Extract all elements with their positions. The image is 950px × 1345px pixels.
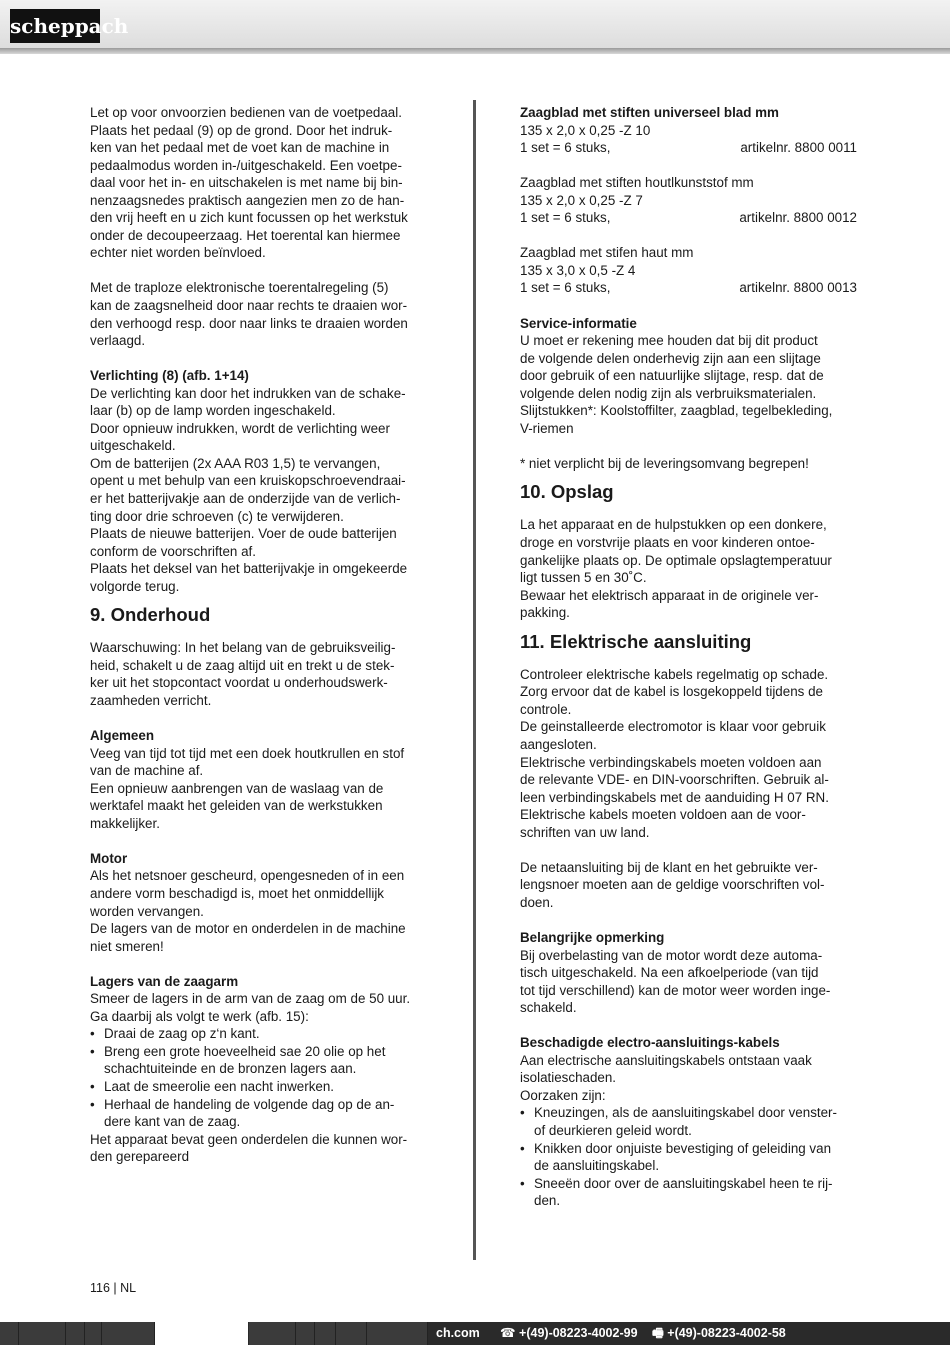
heading-zaagblad: Zaagblad met stiften universeel blad mm bbox=[520, 105, 779, 120]
paragraph-toerental bbox=[90, 279, 430, 349]
list-item-text: • Kneuzingen, als de aansluitingskabel door venster- bbox=[534, 1105, 837, 1121]
text-line: schakeld. bbox=[520, 1000, 577, 1016]
list-item-text: de aansluitingskabel. bbox=[534, 1158, 660, 1174]
text-line: La het apparaat en de hulpstukken op een donkere, bbox=[520, 517, 827, 533]
column-divider bbox=[473, 100, 476, 1260]
text-line: De geinstalleerde electromotor is klaar voor gebruik bbox=[520, 719, 826, 735]
list-item-text: • Knikken door onjuiste bevestiging of geleiding van bbox=[534, 1140, 832, 1156]
zaagblad-2-set: 1 set = 6 stuks, bbox=[520, 210, 611, 226]
text-line: verlaagd. bbox=[90, 333, 146, 349]
text-line: laar (b) op de lamp worden ingeschakeld. bbox=[90, 403, 336, 419]
heading-elektrische-aansluiting: 11. Elektrische aansluiting bbox=[520, 630, 752, 652]
zaagblad-1-article: artikelnr. 8800 0011 bbox=[740, 140, 857, 156]
text-line: De netaansluiting bij de klant en het gebruikte ver- bbox=[520, 859, 818, 875]
zaagblad-3-title: Zaagblad met stifen haut mm bbox=[520, 245, 694, 261]
heading-motor: Motor bbox=[90, 850, 128, 866]
list-item-text: • Laat de smeerolie een nacht inwerken. bbox=[104, 1078, 335, 1094]
text-line: tot tijd verschillend) kan de motor weer worden inge- bbox=[520, 982, 831, 998]
text-line: Bij overbelasting van de motor wordt deze automa- bbox=[520, 947, 823, 963]
text-line: tisch uitgeschakeld. Na een afkoelperiode (van tijd bbox=[520, 965, 819, 981]
zaagblad-3-set: 1 set = 6 stuks, bbox=[520, 280, 611, 296]
paragraph-repareren bbox=[90, 1131, 430, 1166]
zaagblad-2-dimensions: 135 x 2,0 x 0,25 -Z 7 bbox=[520, 192, 643, 208]
text-line: den vrij heeft en u zich kunt focussen op het werkstuk bbox=[90, 210, 408, 226]
text-line: gankelijke plaats op. De optimale opslagtemperatuur bbox=[520, 552, 832, 568]
list-item bbox=[90, 1043, 430, 1078]
page-footer bbox=[0, 1322, 950, 1345]
zaagblad-3-row bbox=[520, 279, 860, 297]
text-line: conform de voorschriften af. bbox=[90, 543, 256, 559]
paragraph-lagers bbox=[90, 990, 430, 1025]
page-header bbox=[0, 0, 950, 50]
text-line: leen verbindingskabels met de aanduiding H 07 RN. bbox=[520, 789, 829, 805]
text-line: Slijtstukken*: Koolstoffilter, zaagblad, tegelbekleding, bbox=[520, 403, 833, 419]
text-line: Het apparaat bevat geen onderdelen die kunnen wor- bbox=[90, 1131, 408, 1147]
text-line: pedaalmodus worden in-/uitgeschakeld. Een voetpe- bbox=[90, 157, 402, 173]
list-item-text: • Draai de zaag op z‘n kant. bbox=[104, 1026, 260, 1042]
list-item bbox=[90, 1096, 430, 1131]
text-line: Door opnieuw indrukken, wordt de verlichting weer bbox=[90, 420, 390, 436]
text-line: ting door drie schroeven (c) te verwijderen. bbox=[90, 508, 344, 524]
text-line: De lagers van de motor en onderdelen in de machine bbox=[90, 921, 406, 937]
text-line: Om de batterijen (2x AAA R03 1,5) te vervangen, bbox=[90, 455, 381, 471]
text-line: door gebruik of een natuurlijke slijtage, resp. dat de bbox=[520, 368, 824, 384]
text-line: ker uit het stopcontact voordat u onderhoudswerk- bbox=[90, 675, 388, 691]
paragraph-pedaal bbox=[90, 104, 430, 262]
paragraph-beschadigd bbox=[520, 1052, 860, 1105]
text-line: Bewaar het elektrisch apparaat in de originele ver- bbox=[520, 587, 819, 603]
text-line: er het batterijvakje aan de onderzijde van de verlich- bbox=[90, 491, 401, 507]
zaagblad-3-dimensions: 135 x 3,0 x 0,5 -Z 4 bbox=[520, 262, 636, 278]
text-line: Elektrische verbindingskabels moeten voldoen aan bbox=[520, 754, 822, 770]
zaagblad-1-row bbox=[520, 139, 860, 157]
text-line: ken van het pedaal met de voet kan de machine in bbox=[90, 140, 390, 156]
text-line: Plaats de nieuwe batterijen. Voer de oude batterijen bbox=[90, 526, 397, 542]
heading-lagers: Lagers van de zaagarm bbox=[90, 973, 239, 989]
text-line: pakking. bbox=[520, 605, 570, 621]
text-line: Oorzaken zijn: bbox=[520, 1087, 606, 1103]
text-line: V-riemen bbox=[520, 420, 574, 436]
list-item bbox=[520, 1140, 860, 1175]
heading-opslag: 10. Opslag bbox=[520, 481, 614, 503]
zaagblad-1-dimensions: 135 x 2,0 x 0,25 -Z 10 bbox=[520, 122, 651, 138]
zaagblad-1-set: 1 set = 6 stuks, bbox=[520, 140, 611, 156]
text-line: ligt tussen 5 en 30˚C. bbox=[520, 570, 647, 586]
text-line: daal voor het in- en uitschakelen is met name bij bin- bbox=[90, 175, 403, 191]
page-number: 116 | NL bbox=[90, 1281, 137, 1295]
text-line: Elektrische kabels moeten voldoen aan de voor- bbox=[520, 807, 806, 823]
list-item-text: of deurkieren geleid wordt. bbox=[534, 1122, 692, 1138]
text-line: volgende delen nodig zijn als verbruiksmaterialen. bbox=[520, 385, 817, 401]
text-line: Aan electrische aansluitingskabels ontstaan vaak bbox=[520, 1052, 812, 1068]
text-line: schriften van uw land. bbox=[520, 824, 650, 840]
paragraph-motor bbox=[90, 867, 430, 955]
text-line: Plaats het deksel van het batterijvakje in omgekeerde bbox=[90, 561, 408, 577]
text-line: Als het netsnoer gescheurd, opengesneden of in een bbox=[90, 868, 405, 884]
text-line: onder de decoupeerzaag. Het toerental kan hiermee bbox=[90, 227, 401, 243]
footer-phone: ☎ +(49)-08223-4002-99 bbox=[500, 1326, 638, 1340]
text-line: den gerepareerd bbox=[90, 1149, 190, 1165]
paragraph-elektrisch bbox=[520, 666, 860, 841]
text-line: Plaats het pedaal (9) op de grond. Door het indruk- bbox=[90, 122, 393, 138]
text-line: Veeg van tijd tot tijd met een doek houtkrullen en stof bbox=[90, 745, 405, 761]
bullet-list-oorzaken bbox=[520, 1104, 860, 1209]
list-item-text: • Herhaal de handeling de volgende dag op de an- bbox=[104, 1096, 395, 1112]
heading-onderhoud: 9. Onderhoud bbox=[90, 604, 211, 626]
list-item-text: schachtuiteinde en de bronzen lagers aan. bbox=[104, 1061, 357, 1077]
text-line: de volgende delen onderhevig zijn aan een slijtage bbox=[520, 350, 821, 366]
text-line: controle. bbox=[520, 701, 572, 717]
paragraph-verlichting bbox=[90, 385, 430, 596]
footer-fax: 🖷 +(49)-08223-4002-58 bbox=[652, 1326, 786, 1340]
scheppach-logo: scheppach bbox=[10, 9, 100, 43]
paragraph-waarschuwing bbox=[90, 639, 430, 709]
text-line: aangesloten. bbox=[520, 736, 597, 752]
text-line: makkelijker. bbox=[90, 815, 160, 831]
text-line: doen. bbox=[520, 894, 554, 910]
text-line: De verlichting kan door het indrukken van de schake- bbox=[90, 385, 406, 401]
list-item-text: den. bbox=[534, 1193, 561, 1209]
text-line: isolatieschaden. bbox=[520, 1070, 617, 1086]
list-item-text: • Sneeën door over de aansluitingskabel heen te rij- bbox=[534, 1175, 833, 1191]
header-rule bbox=[0, 48, 950, 54]
text-line: niet smeren! bbox=[90, 938, 164, 954]
text-line: Een opnieuw aanbrengen van de waslaag van de bbox=[90, 780, 384, 796]
text-line: Met de traploze elektronische toerentalregeling (5) bbox=[90, 280, 389, 296]
paragraph-belangrijk bbox=[520, 947, 860, 1017]
paragraph-netaansluiting bbox=[520, 859, 860, 912]
text-line: Waarschuwing: In het belang van de gebruiksveilig- bbox=[90, 640, 396, 656]
zaagblad-2-article: artikelnr. 8800 0012 bbox=[739, 210, 857, 226]
footnote-verplicht: * niet verplicht bij de leveringsomvang begrepen! bbox=[520, 455, 809, 471]
list-item bbox=[520, 1104, 860, 1139]
bullet-list-lagers bbox=[90, 1025, 430, 1130]
heading-service: Service-informatie bbox=[520, 315, 637, 331]
text-line: Zorg ervoor dat de kabel is losgekoppeld tijdens de bbox=[520, 684, 823, 700]
right-column bbox=[520, 104, 860, 1210]
text-line: Let op voor onvoorzien bedienen van de voetpedaal. bbox=[90, 105, 402, 120]
text-line: zaamheden verricht. bbox=[90, 692, 212, 708]
text-line: kan de zaagsnelheid door naar rechts te draaien wor- bbox=[90, 298, 408, 314]
zaagblad-2-title: Zaagblad met stiften houtlkunststof mm bbox=[520, 175, 754, 191]
list-item-text: dere kant van de zaag. bbox=[104, 1114, 241, 1130]
left-column bbox=[90, 104, 430, 1166]
text-line: Ga daarbij als volgt te werk (afb. 15): bbox=[90, 1008, 309, 1024]
list-item bbox=[520, 1175, 860, 1210]
text-line: Controleer elektrische kabels regelmatig op schade. bbox=[520, 666, 829, 682]
list-item bbox=[90, 1025, 430, 1043]
text-line: droge en vorstvrije plaats en voor kinderen ontoe- bbox=[520, 535, 815, 551]
paragraph-algemeen bbox=[90, 745, 430, 833]
paragraph-opslag bbox=[520, 516, 860, 621]
heading-beschadigd: Beschadigde electro-aansluitings-kabels bbox=[520, 1035, 780, 1051]
text-line: heid, schakelt u de zaag altijd uit en trekt u de stek- bbox=[90, 657, 395, 673]
text-line: opent u met behulp van een kruiskopschroevendraai- bbox=[90, 473, 406, 489]
text-line: echter niet worden beïnvloed. bbox=[90, 245, 266, 261]
text-line: andere vorm beschadigd is, moet het onmiddellijk bbox=[90, 885, 385, 901]
text-line: nenzaagsnedes praktisch aangezien men zo de han- bbox=[90, 192, 405, 208]
text-line: volgorde terug. bbox=[90, 578, 180, 594]
text-line: lengsnoer moeten aan de geldige voorschriften vol- bbox=[520, 877, 825, 893]
footer-website[interactable]: ch.com bbox=[436, 1326, 480, 1340]
text-line: uitgeschakeld. bbox=[90, 438, 176, 454]
heading-algemeen: Algemeen bbox=[90, 728, 154, 744]
paragraph-service bbox=[520, 332, 860, 437]
text-line: Smeer de lagers in de arm van de zaag om de 50 uur. bbox=[90, 991, 411, 1007]
text-line: U moet er rekening mee houden dat bij dit product bbox=[520, 333, 818, 349]
heading-verlichting: Verlichting (8) (afb. 1+14) bbox=[90, 368, 249, 384]
list-item bbox=[90, 1078, 430, 1096]
zaagblad-3-article: artikelnr. 8800 0013 bbox=[739, 280, 857, 296]
text-line: werktafel maakt het geleiden van de werkstukken bbox=[90, 798, 383, 814]
list-item-text: • Breng een grote hoeveelheid sae 20 olie op het bbox=[104, 1043, 386, 1059]
text-line: worden vervangen. bbox=[90, 903, 204, 919]
text-line: van de machine af. bbox=[90, 763, 204, 779]
text-line: den verhoogd resp. door naar links te draaien worden bbox=[90, 315, 408, 331]
text-line: de relevante VDE- en DIN-voorschriften. Gebruik al- bbox=[520, 772, 829, 788]
heading-belangrijk: Belangrijke opmerking bbox=[520, 929, 665, 945]
zaagblad-2-row bbox=[520, 209, 860, 227]
